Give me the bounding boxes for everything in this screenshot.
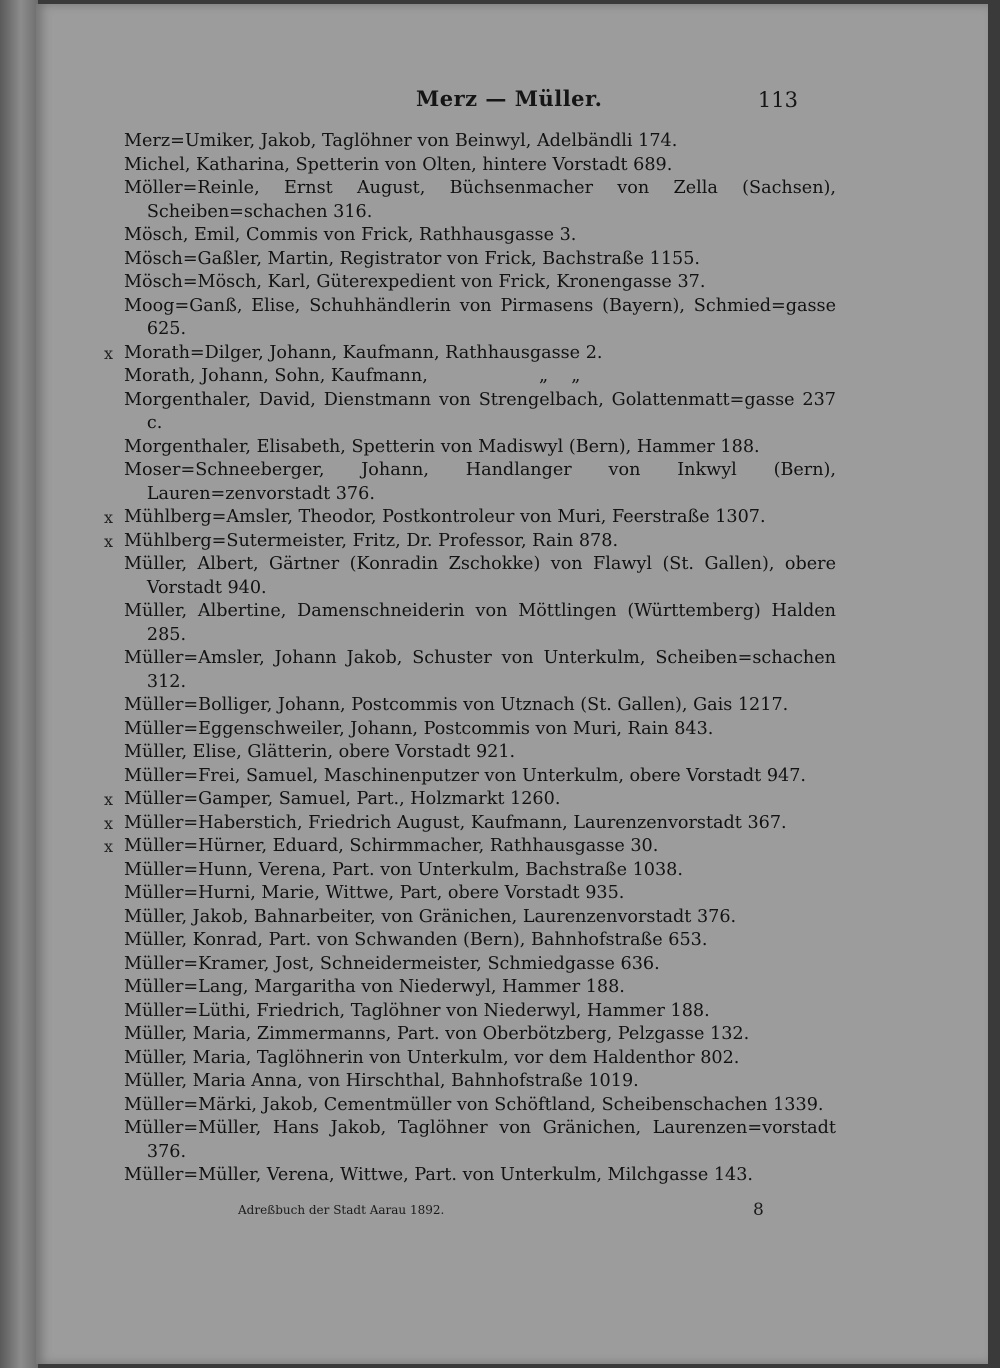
handwritten-mark: x (104, 837, 114, 856)
page-number: 113 (757, 88, 798, 112)
entry-text: Müller=Haberstich, Friedrich August, Kaufmann, Laurenzenvorstadt 367. (124, 812, 787, 833)
directory-entries (104, 130, 836, 1188)
handwritten-mark: x (104, 790, 114, 809)
entry-text: Moog=Ganß, Elise, Schuhhändlerin von Pirmasens (Bayern), Schmied=gasse 625. (124, 295, 836, 339)
directory-entry (104, 506, 836, 530)
directory-entry (124, 553, 836, 600)
directory-entry (124, 694, 836, 718)
directory-entry (124, 1094, 836, 1118)
directory-entry (124, 1000, 836, 1024)
directory-entry (124, 436, 836, 460)
directory-entry (124, 154, 836, 178)
directory-entry (124, 365, 836, 389)
handwritten-mark: x (104, 508, 114, 527)
entry-text: Müller=Hurni, Marie, Wittwe, Part, obere Vorstadt 935. (124, 883, 625, 903)
directory-entry (124, 1070, 836, 1094)
entry-text: Morath, Johann, Sohn, Kaufmann, „ „ (124, 366, 581, 386)
directory-entry (124, 953, 836, 977)
directory-entry (104, 835, 836, 859)
entry-text: Michel, Katharina, Spetterin von Olten, hintere Vorstadt 689. (124, 154, 673, 175)
directory-entry (104, 342, 836, 366)
book-page (36, 4, 988, 1364)
entry-text: Mösch, Emil, Commis von Frick, Rathhausgasse 3. (124, 225, 577, 245)
handwritten-mark: x (104, 343, 114, 363)
entry-text: Müller=Gamper, Samuel, Part., Holzmarkt 1260. (124, 789, 561, 809)
directory-entry (124, 976, 836, 1000)
entry-text: Müller=Müller, Hans Jakob, Taglöhner von Gränichen, Laurenzen=vorstadt 376. (124, 1118, 836, 1162)
entry-text: Müller, Albertine, Damenschneiderin von Möttlingen (Württemberg) Halden 285. (124, 601, 836, 645)
directory-entry (124, 271, 836, 295)
directory-entry (124, 859, 836, 883)
entry-text: Müller, Maria Anna, von Hirschthal, Bahnhofstraße 1019. (124, 1071, 639, 1091)
directory-entry (124, 389, 836, 436)
entry-text: Mühlberg=Amsler, Theodor, Postkontroleur von Muri, Feerstraße 1307. (124, 507, 766, 527)
sheet-signature: 8 (753, 1200, 764, 1220)
entry-text: Morath=Dilger, Johann, Kaufmann, Rathhausgasse 2. (124, 342, 603, 363)
handwritten-mark: x (104, 531, 114, 551)
entry-text: Müller, Maria, Zimmermanns, Part. von Oberbötzberg, Pelzgasse 132. (124, 1024, 750, 1044)
entry-text: Müller, Albert, Gärtner (Konradin Zschokke) von Flawyl (St. Gallen), obere Vorstadt 940. (124, 554, 836, 598)
entry-text: Möller=Reinle, Ernst August, Büchsenmacher von Zella (Sachsen), Scheiben=schachen 316. (124, 178, 836, 222)
directory-entry (124, 906, 836, 930)
entry-text: Müller=Lang, Margaritha von Niederwyl, Hammer 188. (124, 977, 625, 997)
directory-entry (124, 295, 836, 342)
entry-text: Müller=Märki, Jakob, Cementmüller von Schöftland, Scheibenschachen 1339. (124, 1094, 824, 1115)
directory-entry (124, 248, 836, 272)
entry-text: Müller=Kramer, Jost, Schneidermeister, Schmiedgasse 636. (124, 953, 660, 974)
handwritten-mark: x (104, 813, 114, 833)
entry-text: Morgenthaler, Elisabeth, Spetterin von Madiswyl (Bern), Hammer 188. (124, 436, 760, 457)
running-head: Merz — Müller. (416, 86, 603, 111)
entry-text: Mühlberg=Sutermeister, Fritz, Dr. Professor, Rain 878. (124, 530, 619, 551)
entry-text: Merz=Umiker, Jakob, Taglöhner von Beinwyl, Adelbändli 174. (124, 131, 678, 151)
entry-text: Müller, Jakob, Bahnarbeiter, von Gränichen, Laurenzenvorstadt 376. (124, 906, 737, 927)
entry-text: Müller=Frei, Samuel, Maschinenputzer von Unterkulm, obere Vorstadt 947. (124, 765, 807, 786)
entry-text: Mösch=Mösch, Karl, Güterexpedient von Frick, Kronengasse 37. (124, 272, 706, 292)
entry-text: Müller=Eggenschweiler, Johann, Postcommis von Muri, Rain 843. (124, 718, 714, 739)
entry-text: Moser=Schneeberger, Johann, Handlanger von Inkwyl (Bern), Lauren=zenvorstadt 376. (124, 460, 836, 504)
directory-entry (104, 530, 836, 554)
entry-text: Müller, Maria, Taglöhnerin von Unterkulm, vor dem Haldenthor 802. (124, 1047, 740, 1068)
directory-entry (124, 224, 836, 248)
directory-entry (124, 718, 836, 742)
entry-text: Müller=Hürner, Eduard, Schirmmacher, Rathhausgasse 30. (124, 836, 659, 856)
directory-entry (124, 600, 836, 647)
directory-entry (124, 1117, 836, 1164)
directory-entry (124, 1023, 836, 1047)
directory-entry (124, 929, 836, 953)
directory-entry (124, 765, 836, 789)
entry-text: Müller, Elise, Glätterin, obere Vorstadt 921. (124, 742, 516, 762)
entry-text: Müller, Konrad, Part. von Schwanden (Bern), Bahnhofstraße 653. (124, 930, 708, 950)
directory-entry (124, 1047, 836, 1071)
directory-entry (104, 788, 836, 812)
directory-entry (124, 1164, 836, 1188)
directory-entry (124, 177, 836, 224)
entry-text: Müller=Hunn, Verena, Part. von Unterkulm, Bachstraße 1038. (124, 859, 683, 880)
entry-text: Müller=Bolliger, Johann, Postcommis von Utznach (St. Gallen), Gais 1217. (124, 695, 789, 715)
directory-entry (124, 647, 836, 694)
directory-entry (124, 130, 836, 154)
directory-entry (124, 741, 836, 765)
entry-text: Müller=Amsler, Johann Jakob, Schuster von Unterkulm, Scheiben=schachen 312. (124, 648, 836, 692)
directory-entry (124, 882, 836, 906)
entry-text: Mösch=Gaßler, Martin, Registrator von Frick, Bachstraße 1155. (124, 248, 701, 269)
entry-text: Müller=Müller, Verena, Wittwe, Part. von Unterkulm, Milchgasse 143. (124, 1165, 754, 1185)
entry-text: Morgenthaler, David, Dienstmann von Strengelbach, Golattenmatt=gasse 237 c. (124, 389, 836, 433)
book-spine (0, 0, 38, 1368)
footer-title: Adreßbuch der Stadt Aarau 1892. (238, 1203, 445, 1217)
directory-entry (104, 812, 836, 836)
directory-entry (124, 459, 836, 506)
entry-text: Müller=Lüthi, Friedrich, Taglöhner von Niederwyl, Hammer 188. (124, 1000, 710, 1021)
